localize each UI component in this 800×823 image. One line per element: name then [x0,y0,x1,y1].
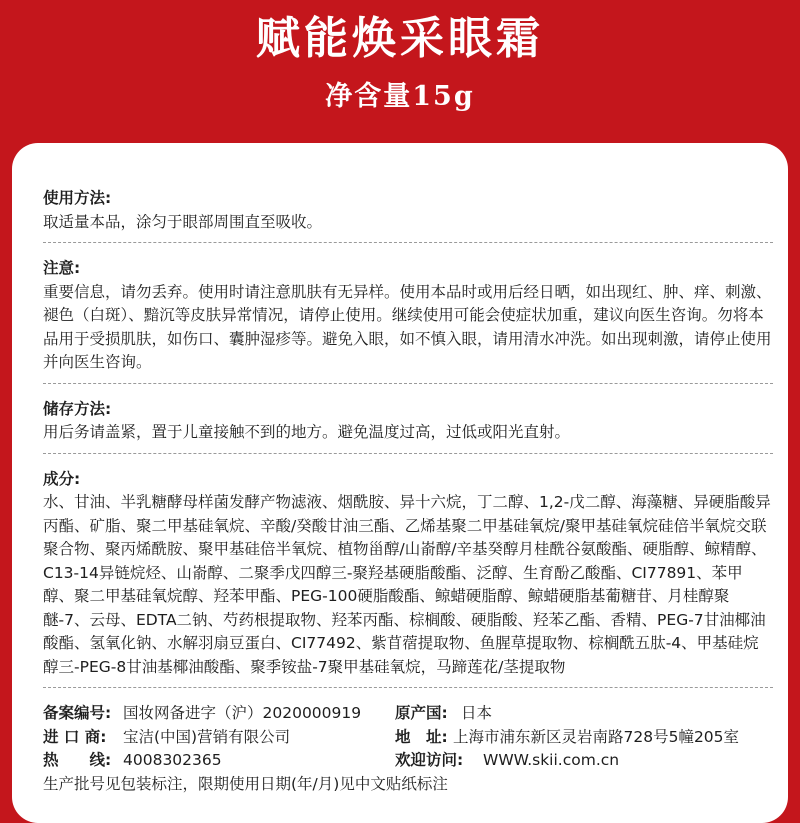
info-block [43,702,773,796]
batch-footnote: 生产批号见包装标注，限期使用日期(年/月)见中文贴纸标注 [43,774,448,793]
info-row-filing [43,702,773,726]
info-row-hotline [43,749,773,773]
header-banner [0,0,800,145]
section-divider [43,453,773,454]
caution-heading: 注意: [43,259,81,277]
hotline-value: 4008302365 [123,751,222,769]
ingredients-heading: 成分: [43,469,81,488]
importer-value: 宝洁(中国)营销有限公司 [123,727,291,746]
ingredients-section [43,468,773,680]
website-label: 欢迎访问: [395,751,464,769]
net-content: 净含量15g [325,81,475,112]
label-content [43,187,773,796]
website-link[interactable]: WWW.skii.com.cn [483,751,620,769]
address-label: 地 址: [395,727,448,746]
hotline-label: 热 线: [43,751,112,769]
caution-section [43,257,773,375]
usage-heading: 使用方法: [43,189,112,207]
section-divider [43,242,773,243]
section-divider [43,383,773,384]
origin-label: 原产国: [395,704,448,722]
filing-label: 备案编号: [43,704,112,722]
address-value: 上海市浦东新区灵岩南路728号5幢205室 [453,727,740,746]
product-title: 赋能焕采眼霜 [256,13,544,64]
ingredients-body: 水、甘油、半乳糖酵母样菌发酵产物滤液、烟酰胺、异十六烷，丁二醇、1,2-戊二醇、海藻糖、异硬脂酸异丙酯、矿脂、聚二甲基硅氧烷、辛酸/癸酸甘油三酯、乙烯基聚二甲基硅氧烷/聚甲基硅氧烷硅倍半氧烷交联聚合物、聚丙烯酰胺、聚甲基硅倍半氧烷、植物甾醇/山嵛醇/辛基癸醇月桂酰谷氨酸酯、硬脂醇、鲸精醇、C13-14异链烷烃、山嵛醇、二聚季戊四醇三-聚羟基硬脂酸酯、泛醇、生育酚乙酸酯、CI77891、苯甲醇、聚二甲基硅氧烷醇、羟苯甲酯、PEG-100硬脂酸酯、鲸蜡硬脂醇、鲸蜡硬脂基葡糖苷、月桂醇聚醚-7、云母、EDTA二钠、芍药根提取物、羟苯丙酯、棕榈酸、硬脂酸、羟苯乙酯、香精、PEG-7甘油椰油酸酯、氢氧化钠、水解羽扇豆蛋白、CI77492、紫苜蓿提取物、鱼腥草提取物、棕榈酰五肽-4、甲基硅烷醇三-PEG-8甘油基椰油酸酯、聚季铵盐-7聚甲基硅氧烷，马蹄莲花/茎提取物 [43,493,771,676]
storage-body: 用后务请盖紧，置于儿童接触不到的地方。避免温度过高，过低或阳光直射。 [43,423,571,441]
storage-section [43,398,773,445]
usage-body: 取适量本品，涂匀于眼部周围直至吸收。 [43,212,323,231]
info-row-importer [43,726,773,750]
importer-label: 进 口 商: [43,727,107,746]
section-divider [43,687,773,688]
storage-heading: 储存方法: [43,399,112,418]
origin-value: 日本 [461,704,493,722]
caution-body: 重要信息，请勿丢弃。使用时请注意肌肤有无异样。使用本品时或用后经日晒，如出现红、肿、痒、刺激、褪色（白斑）、黯沉等皮肤异常情况，请停止使用。继续使用可能会使症状加重，建议向医生咨询。勿将本品用于受损肌肤，如伤口、囊肿湿疹等。避免入眼，如不慎入眼，请用清水冲洗。如出现刺激，请停止使用并向医生咨询。 [43,282,772,371]
filing-value: 国妆网备进字（沪）2020000919 [123,704,362,722]
usage-section [43,187,773,234]
